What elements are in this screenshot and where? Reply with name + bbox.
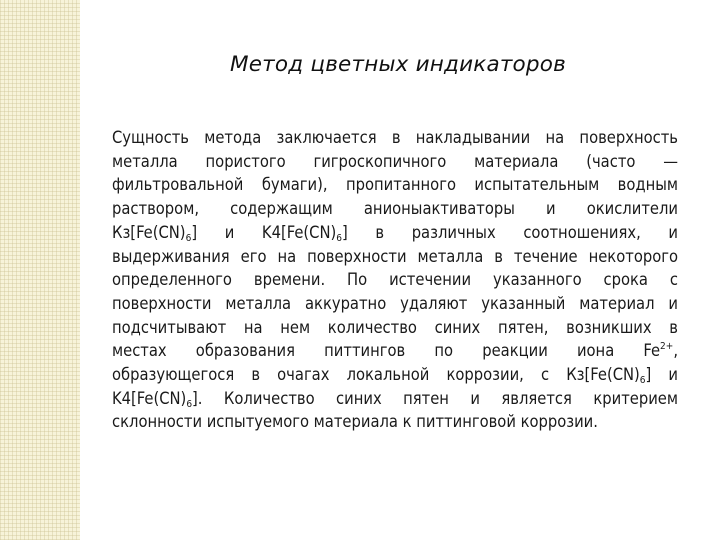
body-line: местах образования питтингов по реакции иона $Fe^{2+}$, bbox=[112, 341, 678, 361]
body-line: склонности испытуемого материала к питтинговой коррозии. bbox=[112, 412, 598, 432]
slide-title: Метод цветных индикаторов bbox=[230, 52, 566, 77]
body-line: раствором, содержащим анионыактиваторы и окислители bbox=[112, 199, 678, 219]
body-line: металла пористого гигроскопичного материала (часто — bbox=[112, 151, 678, 171]
body-line: фильтровальной бумаги), пропитанного испытательным водным bbox=[112, 175, 678, 195]
slide-body-text bbox=[112, 126, 678, 434]
body-line: выдерживания его на поверхности металла в течение некоторого bbox=[112, 246, 678, 266]
body-line: Сущность метода заключается в накладывании на поверхность bbox=[112, 128, 678, 147]
body-line: подсчитывают на нем количество синих пятен, возникших в bbox=[112, 317, 678, 337]
body-line: определенного времени. По истечении указанного срока с bbox=[112, 270, 678, 290]
decorative-side-strip bbox=[0, 0, 80, 540]
body-line: $K4[Fe(CN)_6]$. Количество синих пятен и является критерием bbox=[112, 388, 678, 410]
body-line: поверхности металла аккуратно удаляют указанный материал и bbox=[112, 293, 678, 313]
body-line: $Кз[Fe(CN)_6]$ и $K4[Fe(CN)_6]$ в различных соотношениях, и bbox=[112, 222, 678, 244]
body-line: образующегося в очагах локальной коррозии, с $Кз[Fe(CN)_6]$ и bbox=[112, 365, 678, 387]
